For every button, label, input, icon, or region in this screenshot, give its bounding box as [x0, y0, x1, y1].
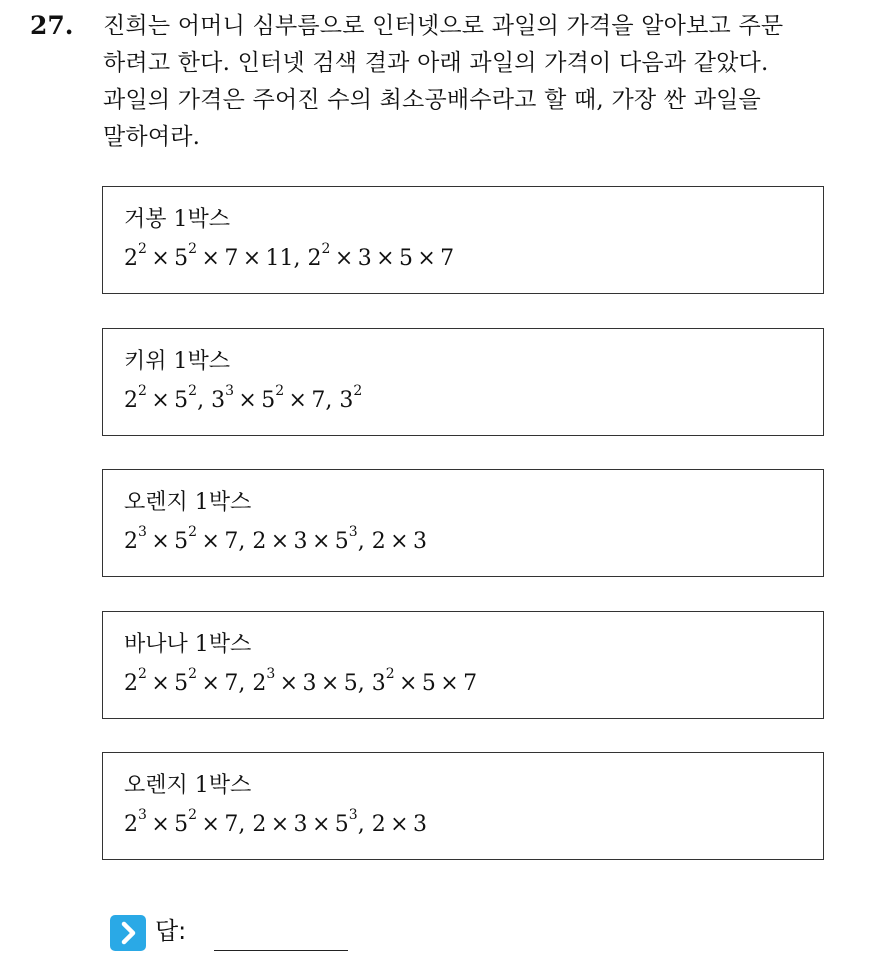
fruit-box [102, 611, 824, 719]
times-symbol: × [316, 671, 344, 696]
term-separator: , [357, 671, 372, 696]
times-symbol: × [307, 529, 335, 554]
times-symbol: × [330, 246, 358, 271]
times-symbol: × [197, 529, 225, 554]
times-symbol: × [238, 246, 266, 271]
times-symbol: × [197, 671, 225, 696]
times-symbol: × [307, 812, 335, 837]
factor-base: 3 [293, 812, 308, 837]
chevron-right-icon [110, 915, 146, 951]
factor-base: 2 [124, 388, 138, 413]
factor-base: 3 [339, 388, 354, 413]
factor-base: 2 [124, 529, 138, 554]
factor-base: 5 [174, 671, 189, 696]
times-symbol: × [394, 671, 422, 696]
factor-base: 3 [357, 246, 372, 271]
factor-exponent: 2 [188, 383, 198, 399]
fruit-box [102, 186, 824, 294]
times-symbol: × [284, 388, 312, 413]
fruit-name: 오렌지 1박스 [124, 773, 252, 798]
factor-base: 7 [311, 388, 326, 413]
answer-blank[interactable] [214, 950, 348, 951]
times-symbol: × [234, 388, 262, 413]
fruit-expression [124, 524, 427, 557]
fruit-expression [124, 383, 363, 416]
factor-base: 3 [412, 529, 427, 554]
times-symbol: × [385, 529, 413, 554]
times-symbol: × [412, 246, 441, 271]
factor-base: 7 [224, 812, 239, 837]
factor-base: 3 [293, 529, 308, 554]
times-symbol: × [146, 671, 175, 696]
factor-base: 2 [371, 812, 386, 837]
times-symbol: × [435, 671, 464, 696]
times-symbol: × [266, 812, 294, 837]
question-text-line: 진희는 어머니 심부름으로 인터넷으로 과일의 가격을 알아보고 주문 [103, 13, 784, 39]
factor-exponent: 2 [188, 524, 198, 540]
factor-exponent: 2 [385, 666, 395, 682]
factor-base: 2 [124, 671, 138, 696]
term-separator: , [238, 671, 253, 696]
factor-base: 5 [398, 246, 413, 271]
factor-base: 5 [174, 246, 189, 271]
factor-base: 2 [124, 812, 138, 837]
factor-base: 7 [224, 529, 239, 554]
factor-base: 2 [307, 246, 322, 271]
fruit-name: 키위 1박스 [124, 349, 230, 374]
factor-exponent: 2 [138, 241, 147, 257]
fruit-name: 오렌지 1박스 [124, 490, 252, 515]
fruit-box [102, 469, 824, 577]
factor-base: 2 [252, 671, 267, 696]
term-separator: , [197, 388, 212, 413]
fruit-expression [124, 807, 427, 840]
fruit-name: 거봉 1박스 [124, 207, 230, 232]
factor-base: 5 [174, 812, 189, 837]
factor-exponent: 2 [188, 807, 198, 823]
factor-exponent: 2 [138, 666, 147, 682]
factor-base: 7 [440, 246, 455, 271]
factor-exponent: 2 [321, 241, 331, 257]
question-text-line: 과일의 가격은 주어진 수의 최소공배수라고 할 때, 가장 싼 과일을 [103, 87, 761, 113]
factor-base: 5 [174, 529, 189, 554]
fruit-expression [124, 666, 478, 699]
fruit-box [102, 328, 824, 436]
answer-label: 답: [155, 917, 187, 945]
factor-base: 11 [265, 246, 294, 271]
factor-base: 5 [334, 529, 349, 554]
term-separator: , [293, 246, 308, 271]
factor-base: 3 [302, 671, 317, 696]
factor-exponent: 2 [353, 383, 363, 399]
fruit-box [102, 752, 824, 860]
factor-exponent: 2 [275, 383, 285, 399]
question-text-line: 말하여라. [103, 124, 201, 150]
factor-exponent: 3 [348, 807, 358, 823]
fruit-expression [124, 241, 455, 274]
term-separator: , [238, 812, 253, 837]
times-symbol: × [266, 529, 294, 554]
factor-exponent: 2 [188, 666, 198, 682]
factor-base: 2 [252, 812, 267, 837]
factor-base: 5 [261, 388, 276, 413]
factor-exponent: 2 [188, 241, 198, 257]
question-text-line: 하려고 한다. 인터넷 검색 결과 아래 과일의 가격이 다음과 같았다. [103, 50, 769, 76]
factor-base: 7 [224, 246, 239, 271]
question-number: 27. [30, 11, 74, 40]
factor-base: 3 [371, 671, 386, 696]
times-symbol: × [146, 812, 175, 837]
times-symbol: × [146, 529, 175, 554]
factor-exponent: 3 [225, 383, 234, 399]
factor-base: 5 [343, 671, 358, 696]
term-separator: , [357, 812, 372, 837]
factor-base: 5 [174, 388, 189, 413]
times-symbol: × [146, 246, 175, 271]
times-symbol: × [275, 671, 303, 696]
term-separator: , [325, 388, 340, 413]
times-symbol: × [385, 812, 413, 837]
factor-base: 3 [211, 388, 226, 413]
factor-base: 2 [371, 529, 386, 554]
factor-base: 7 [224, 671, 239, 696]
term-separator: , [357, 529, 372, 554]
factor-exponent: 2 [138, 383, 147, 399]
factor-base: 5 [421, 671, 436, 696]
fruit-name: 바나나 1박스 [124, 632, 252, 657]
times-symbol: × [197, 812, 225, 837]
factor-exponent: 3 [138, 807, 147, 823]
times-symbol: × [371, 246, 399, 271]
times-symbol: × [146, 388, 175, 413]
factor-base: 7 [463, 671, 478, 696]
times-symbol: × [197, 246, 225, 271]
question-text [103, 8, 873, 156]
factor-base: 2 [124, 246, 138, 271]
factor-base: 2 [252, 529, 267, 554]
factor-exponent: 3 [266, 666, 276, 682]
factor-exponent: 3 [138, 524, 147, 540]
factor-exponent: 3 [348, 524, 358, 540]
term-separator: , [238, 529, 253, 554]
factor-base: 5 [334, 812, 349, 837]
factor-base: 3 [412, 812, 427, 837]
